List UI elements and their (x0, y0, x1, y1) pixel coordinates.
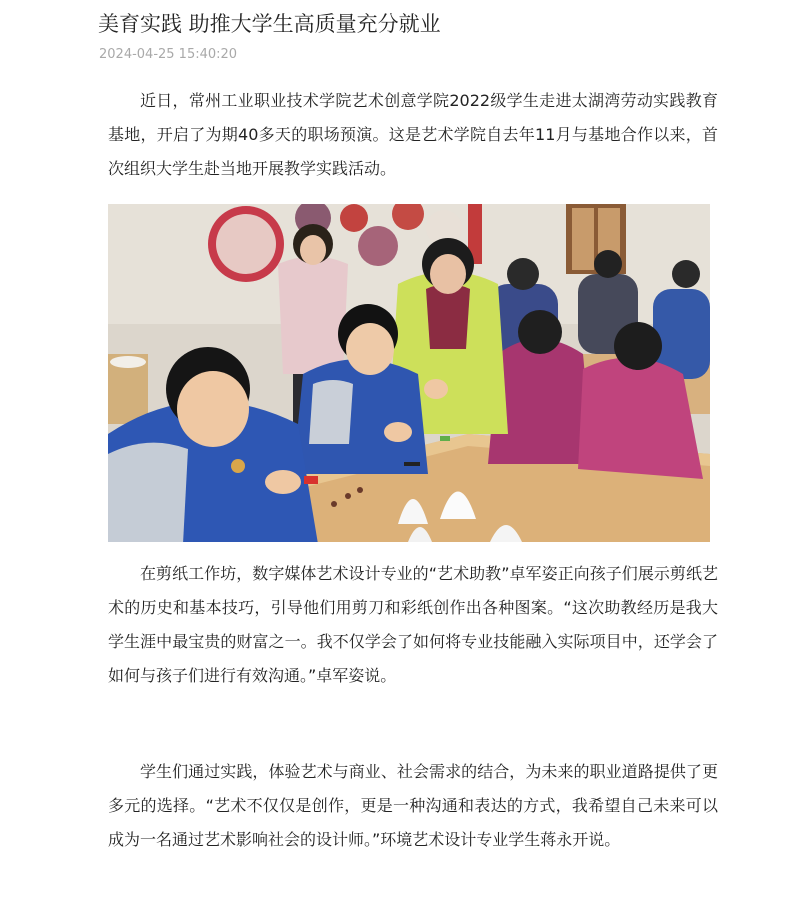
paragraph-student-quote: 学生们通过实践，体验艺术与商业、社会需求的结合，为未来的职业道路提供了更多元的选择。“艺术不仅仅是创作，更是一种沟通和表达的方式，我希望自己未来可以成为一名通过艺术影响社会的设计师。”环境艺术设计专业学生蒋永开说。 (108, 762, 718, 849)
paragraph-paper-cutting: 在剪纸工作坊，数字媒体艺术设计专业的“艺术助教”卓军姿正向孩子们展示剪纸艺术的历史和基本技巧，引导他们用剪刀和彩纸创作出各种图案。“这次助教经历是我大学生涯中最宝贵的财富之一。我不仅学会了如何将专业技能融入实际项目中，还学会了如何与孩子们进行有效沟通。”卓军姿说。 (108, 564, 718, 685)
publish-datetime: 2024-04-25 15:40:20 (99, 47, 238, 62)
article-photo (108, 204, 710, 542)
article-title: 美育实践 助推大学生高质量充分就业 (98, 12, 441, 36)
classroom-workshop-photo (108, 204, 710, 542)
paragraph-intro: 近日，常州工业职业技术学院艺术创意学院2022级学生走进太湖湾劳动实践教育基地，开启了为期40多天的职场预演。这是艺术学院自去年11月与基地合作以来，首次组织大学生赴当地开展教学实践活动。 (108, 91, 718, 178)
